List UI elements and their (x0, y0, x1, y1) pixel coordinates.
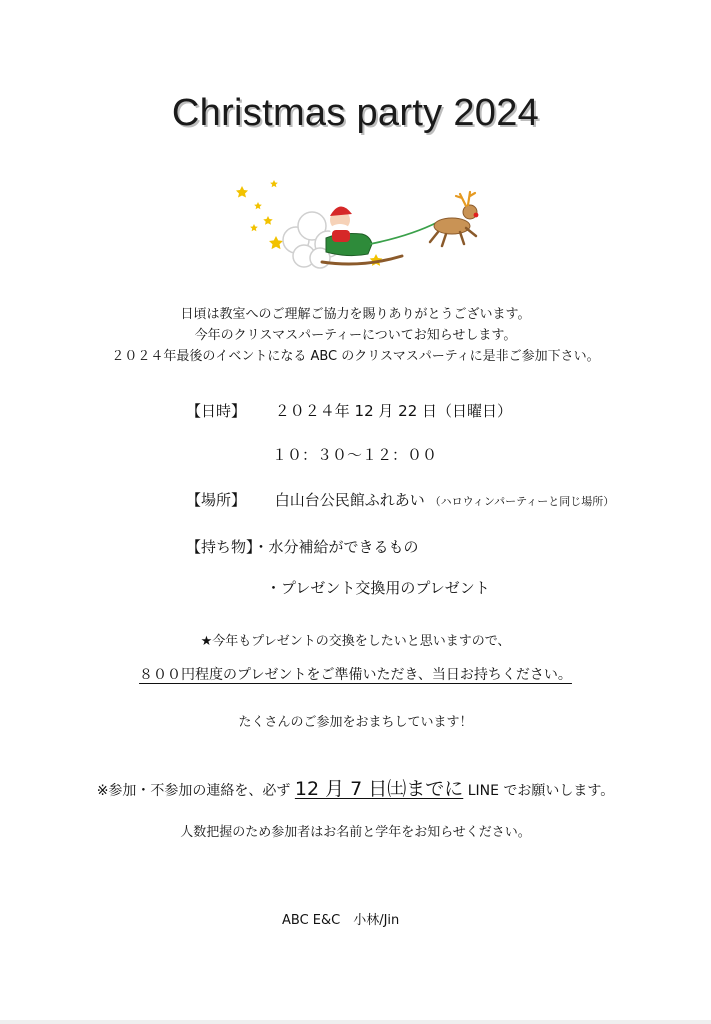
page-edge (0, 1020, 711, 1024)
welcome-text: たくさんのご参加をおまちしています！ (238, 715, 473, 730)
participant-note: 人数把握のため参加者はお名前と学年をお知らせください。 (180, 825, 531, 840)
date-row (186, 400, 512, 421)
place-value: 白山台公民館ふれあい (274, 491, 425, 509)
star-icon (236, 186, 248, 198)
items-label: 【持ち物】 (186, 538, 254, 556)
date-label: 【日時】 (186, 402, 247, 420)
item-entry: ・プレゼント交換用のプレゼント (266, 579, 490, 597)
star-icon (250, 224, 258, 231)
deadline-pre: ※参加・不参加の連絡を、必ず (96, 783, 291, 799)
time-value: １０：３０〜１２：００ (272, 446, 438, 464)
star-icon (254, 202, 262, 209)
deadline-post: LINE でお願いします。 (467, 783, 615, 799)
signature: ABC E&C 小林/Jin (282, 913, 400, 928)
place-label: 【場所】 (186, 491, 247, 509)
intro-line: 日頃は教室へのご理解ご協力を賜りありがとうございます。 (180, 307, 531, 322)
intro-line: ２０２４年最後のイベントになる ABC のクリスマスパーティに是非ご参加下さい。 (111, 349, 600, 364)
items-row (186, 536, 419, 557)
deadline-row (0, 774, 711, 801)
star-icon (269, 236, 283, 249)
star-icon (270, 180, 278, 187)
date-value: ２０２４年 12 月 22 日（日曜日） (274, 402, 513, 420)
page-title: Christmas party 2024 (171, 92, 540, 134)
place-row (186, 489, 614, 510)
time-row (272, 444, 437, 465)
deadline-date: 12 月 7 日㈯までに (294, 778, 464, 800)
items-row-2 (266, 577, 490, 598)
santa-sleigh-illustration (230, 172, 500, 277)
gift-line-1: ★今年もプレゼントの交換をしたいと思いますので、 (200, 634, 511, 649)
place-note: （ハロウィンパーティーと同じ場所） (429, 495, 615, 508)
gift-line-2-text: ８００円程度のプレゼントをご準備いただき、当日お持ちください。 (139, 667, 572, 683)
star-icon (263, 216, 272, 225)
item-entry: ・水分補給ができるもの (253, 538, 419, 556)
gift-line-2 (0, 664, 711, 684)
intro-line: 今年のクリスマスパーティーについてお知らせします。 (194, 328, 517, 343)
intro-text (0, 304, 711, 367)
